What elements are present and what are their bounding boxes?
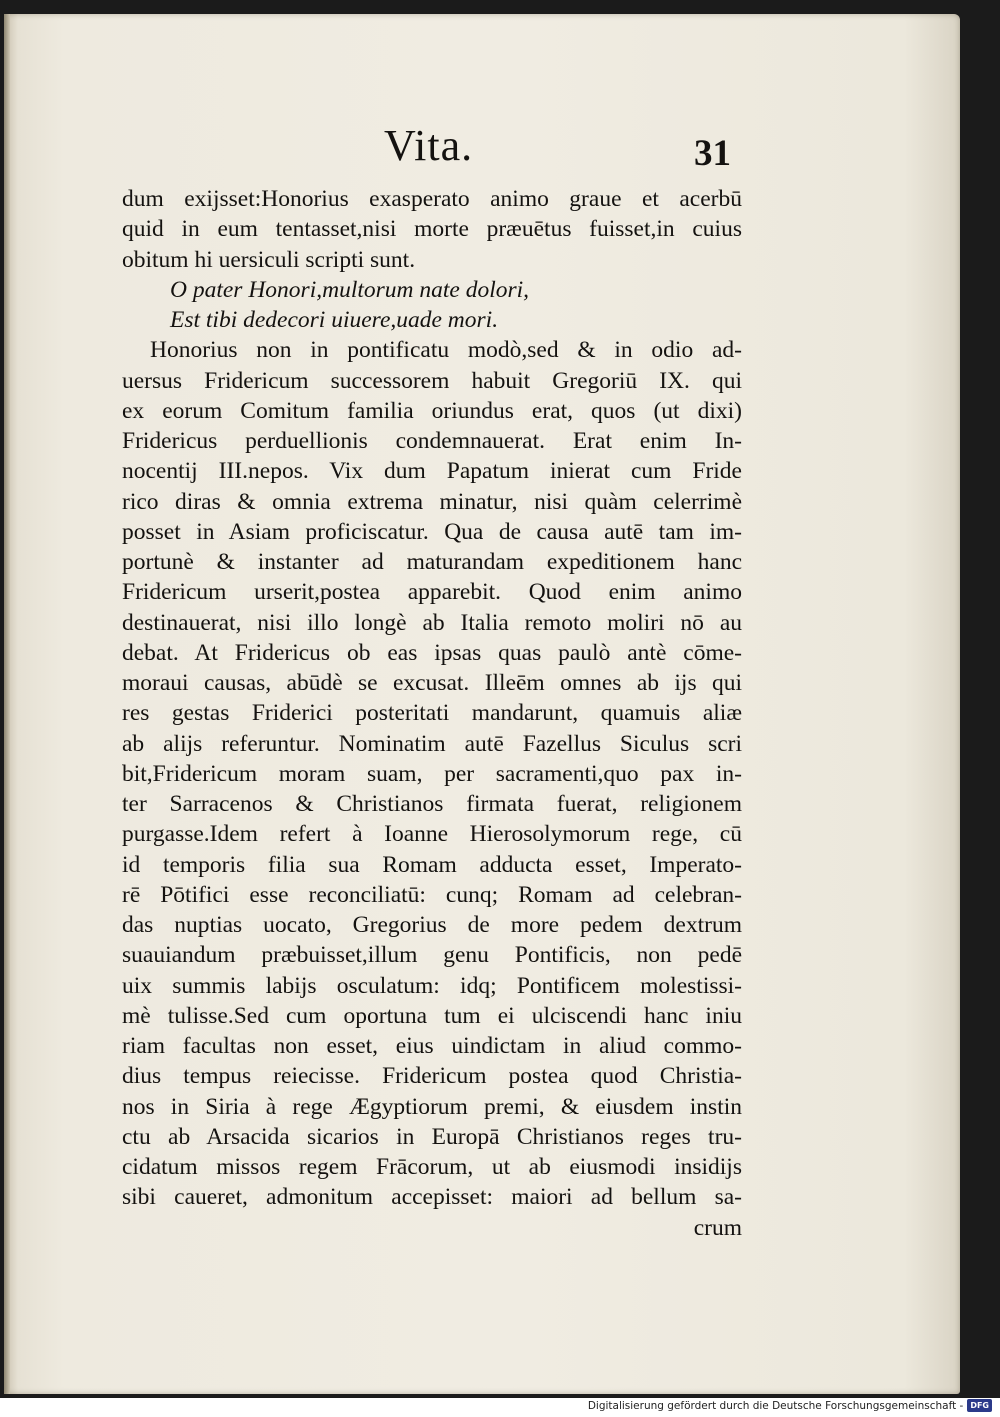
text-line: dius tempus reiecisse. Fridericum postea quod Christia- — [122, 1063, 742, 1090]
page-number: 31 — [694, 133, 731, 174]
catchword: crum — [693, 1214, 742, 1241]
text-line: destinauerat, nisi illo longè ab Italia remoto moliri nō au — [122, 609, 742, 636]
verse-line: O pater Honori,multorum nate dolori, — [170, 276, 530, 303]
text-line: rico diras & omnia extrema minatur, nisi quàm celerrimè — [122, 488, 742, 515]
text-line: das nuptias uocato, Gregorius de more pedem dextrum — [122, 912, 742, 938]
text-line: suauiandum præbuisset,illum genu Pontificis, non pedē — [122, 942, 742, 969]
text-line: purgasse.Idem refert à Ioanne Hierosolymorum rege, cū — [122, 821, 742, 848]
dfg-logo[interactable]: DFG — [967, 1399, 992, 1412]
text-line: res gestas Friderici posteritati mandarunt, quamuis aliæ — [122, 700, 742, 727]
text-line: ctu ab Arsacida sicarios in Europā Christianos reges tru- — [122, 1123, 742, 1150]
text-line: Fridericum urserit,postea apparebit. Quod enim animo — [122, 579, 742, 606]
text-line: uersus Fridericum successorem habuit Gregoriū IX. qui — [122, 367, 742, 394]
text-line: ab alijs referuntur. Nominatim autē Fazellus Siculus scri — [122, 730, 742, 757]
text-line: id temporis filia sua Romam adducta esset, Imperato- — [122, 851, 742, 878]
text-line: nocentij III.nepos. Vix dum Papatum inierat cum Fride — [122, 458, 742, 485]
text-line: nos in Siria à rege Ægyptiorum premi, & eiusdem instin — [122, 1093, 742, 1120]
credit-text: Digitalisierung gefördert durch die Deutsche Forschungsgemeinschaft - — [587, 1399, 964, 1412]
text-line: portunè & instanter ad maturandam expeditionem hanc — [122, 549, 742, 575]
book-page — [4, 14, 960, 1394]
text-line: mè tulisse.Sed cum oportuna tum ei ulciscendi hanc iniu — [122, 1002, 742, 1029]
text-line: dum exijsset:Honorius exasperato animo graue et acerbū — [122, 186, 742, 212]
text-line: debat. At Fridericus ob eas ipsas quas paulò antè cōme- — [122, 639, 742, 666]
text-line: posset in Asiam proficiscatur. Qua de causa autē tam im- — [122, 518, 742, 545]
text-block — [122, 184, 742, 1243]
text-line: Fridericus perduellionis condemnauerat. Erat enim In- — [122, 428, 742, 454]
digitization-credit — [588, 1399, 992, 1412]
running-title: Vita. — [384, 121, 474, 170]
text-line: rē Pōtifici esse reconciliatū: cunq; Romam ad celebran- — [122, 881, 742, 908]
text-line: cidatum missos regem Frācorum, ut ab eiusmodi insidijs — [122, 1154, 742, 1180]
text-line: bit,Fridericum moram suam, per sacramenti,quo pax in- — [122, 760, 742, 787]
text-line: moraui causas, abūdè se excusat. Illeēm omnes ab ijs qui — [122, 670, 742, 696]
verse-line: Est tibi dedecori uiuere,uade mori. — [170, 307, 499, 333]
text-line: quid in eum tentasset,nisi morte præuētus fuisset,in cuius — [122, 216, 742, 243]
text-line: obitum hi uersiculi scripti sunt. — [122, 246, 416, 273]
text-line: ter Sarracenos & Christianos firmata fuerat, religionem — [122, 791, 742, 817]
text-line: sibi caueret, admonitum accepisset: maiori ad bellum sa- — [122, 1184, 742, 1211]
text-line: ex eorum Comitum familia oriundus erat, quos (ut dixi) — [122, 397, 742, 424]
page-gutter-edge — [4, 14, 10, 1394]
text-line: uix summis labijs osculatum: idq; Pontificem molestissi- — [122, 972, 742, 999]
text-line: Honorius non in pontificatu modò,sed & in odio ad- — [150, 337, 742, 364]
text-line: riam facultas non esset, eius uindictam in aliud commo- — [122, 1033, 742, 1059]
